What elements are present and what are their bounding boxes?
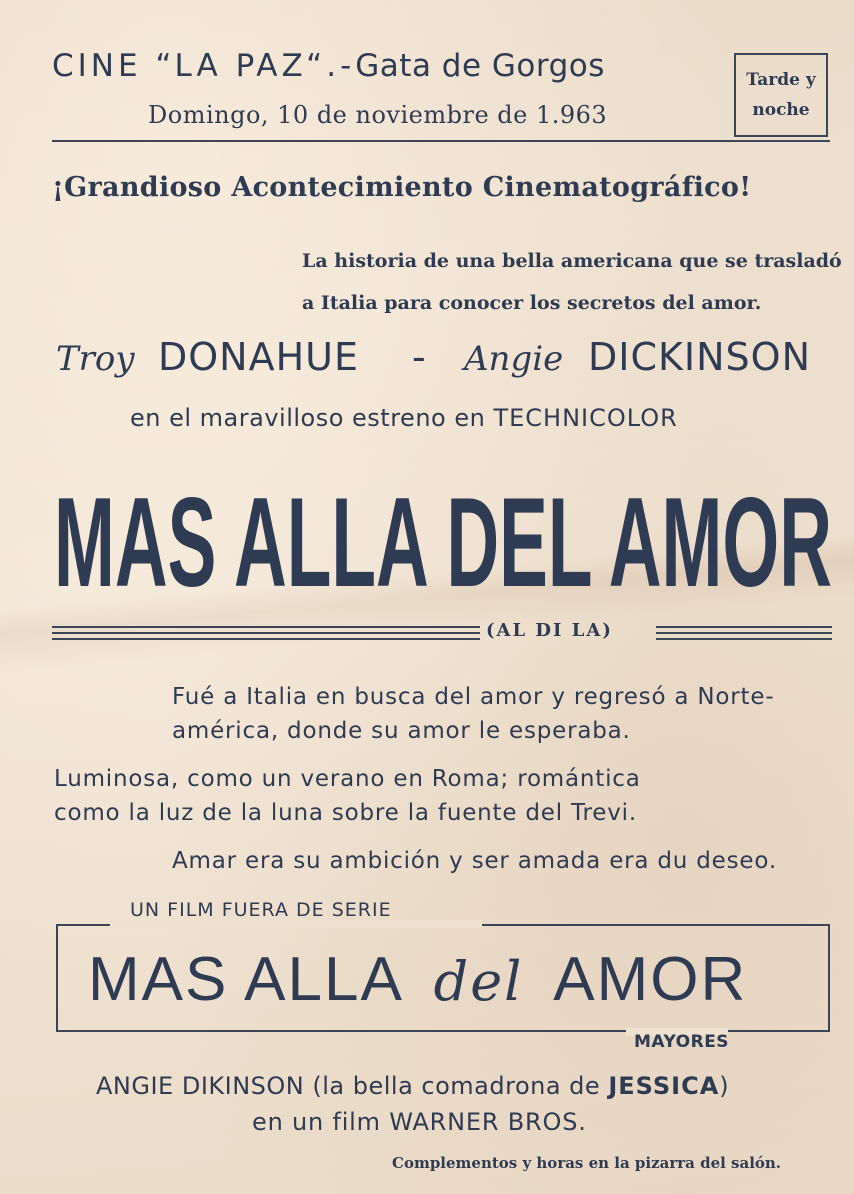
svg-text:MAS ALLA del AMOR <box>88 945 747 1014</box>
cast-line <box>56 335 830 385</box>
actor2-last-name: DICKINSON <box>588 335 812 379</box>
town-name: Gata de Gorgos <box>355 48 605 84</box>
synopsis-line-1: La historia de una bella americana que se trasladó <box>302 250 842 272</box>
screening-date: Domingo, 10 de noviembre de 1.963 <box>148 101 608 129</box>
credits-line-1-post: ) <box>719 1072 730 1100</box>
main-title <box>52 462 834 597</box>
banner-label: UN FILM FUERA DE SERIE <box>130 899 392 921</box>
banner-title <box>88 938 804 1018</box>
rule-left-top <box>52 626 480 628</box>
header-divider <box>52 140 830 142</box>
rule-right-mid <box>656 632 832 634</box>
footer-note: Complementos y horas en la pizarra del salón. <box>392 1154 782 1172</box>
estreno-text: en el maravilloso estreno en <box>130 404 486 432</box>
session-line-1: Tarde y <box>746 70 816 90</box>
banner-frame-gap-top <box>110 920 482 928</box>
main-title-text: MAS ALLA DEL AMOR <box>53 471 832 597</box>
rule-right-bottom <box>656 638 832 640</box>
paragraph-2-line-1: Luminosa, como un verano en Roma; romántica <box>54 766 641 792</box>
credits-line-1 <box>96 1072 729 1100</box>
paragraph-3: Amar era su ambición y ser amada era du deseo. <box>172 848 777 874</box>
cast-separator: - <box>412 335 427 379</box>
paragraph-1-line-1: Fué a Italia en busca del amor y regresó a Norte- <box>172 684 775 710</box>
technicolor-label: TECHNICOLOR <box>493 404 678 432</box>
session-line-2: noche <box>752 100 810 120</box>
rule-right-top <box>656 626 832 628</box>
paragraph-1-line-2: américa, donde su amor le esperaba. <box>172 718 631 744</box>
estreno-line <box>130 404 678 432</box>
actor1-last-name: DONAHUE <box>158 335 359 379</box>
original-title: (AL DI LA) <box>486 620 613 641</box>
synopsis <box>302 240 842 324</box>
credits-line-2: en un film WARNER BROS. <box>252 1108 587 1136</box>
rule-left-bottom <box>52 638 480 640</box>
session-box <box>734 53 828 137</box>
cinema-name <box>52 48 605 84</box>
rule-left-mid <box>52 632 480 634</box>
rating-label: MAYORES <box>634 1032 730 1052</box>
banner-title-part-2: del <box>433 950 524 1013</box>
actor2-first-name: Angie <box>464 339 564 379</box>
banner-title-part-1: MAS ALLA <box>88 945 401 1014</box>
headline: ¡Grandioso Acontecimiento Cinematográfico! <box>52 172 752 203</box>
cinema-label: CINE “LA PAZ“.- <box>52 48 356 84</box>
banner-title-part-3: AMOR <box>553 945 748 1014</box>
credits-line-1-pre: ANGIE DIKINSON (la bella comadrona de <box>96 1072 601 1100</box>
paragraph-2-line-2: como la luz de la luna sobre la fuente del Trevi. <box>54 800 637 826</box>
synopsis-line-2: a Italia para conocer los secretos del amor. <box>302 292 762 314</box>
actor1-first-name: Troy <box>56 339 135 379</box>
jessica-title: JESSICA <box>608 1072 720 1100</box>
